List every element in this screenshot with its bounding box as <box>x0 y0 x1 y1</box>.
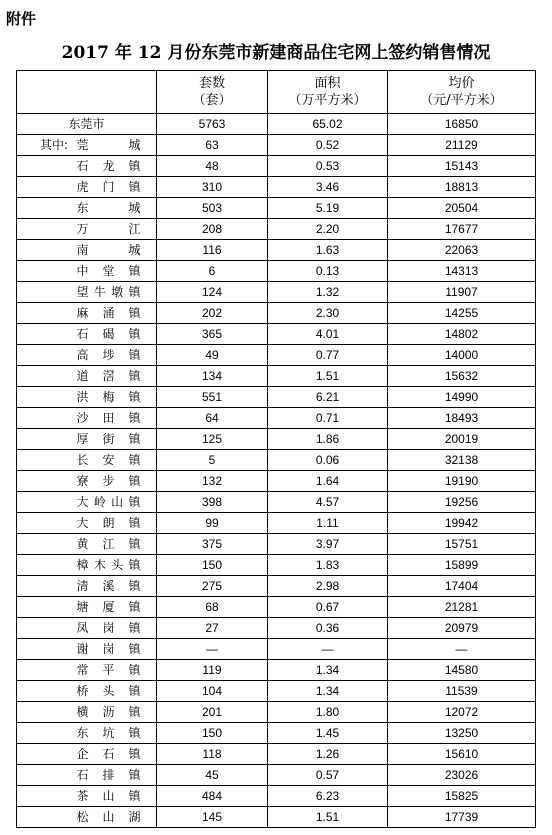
district-cell <box>17 492 157 513</box>
table-row <box>17 492 536 513</box>
district-area: 1.86 <box>268 429 388 450</box>
district-price: 11539 <box>388 681 536 702</box>
table-row <box>17 429 536 450</box>
district-units: 104 <box>157 681 268 702</box>
district-price: 19942 <box>388 513 536 534</box>
district-area: 2.30 <box>268 303 388 324</box>
district-cell <box>17 597 157 618</box>
district-units: 503 <box>157 198 268 219</box>
district-area: 1.64 <box>268 471 388 492</box>
district-name: 凤岗镇 <box>76 621 142 635</box>
district-cell <box>17 450 157 471</box>
district-name: 东城 <box>76 201 142 215</box>
district-area: 1.32 <box>268 282 388 303</box>
district-units: 398 <box>157 492 268 513</box>
table-row <box>17 471 536 492</box>
district-name: 南城 <box>76 243 142 257</box>
table-row <box>17 366 536 387</box>
district-units: 150 <box>157 723 268 744</box>
table-row <box>17 387 536 408</box>
district-units: 132 <box>157 471 268 492</box>
district-cell <box>17 765 157 786</box>
district-price: 32138 <box>388 450 536 471</box>
district-cell <box>17 219 157 240</box>
district-price: 20019 <box>388 429 536 450</box>
table-row <box>17 576 536 597</box>
district-price: 14580 <box>388 660 536 681</box>
table-row <box>17 177 536 198</box>
table-row <box>17 744 536 765</box>
district-units: 49 <box>157 345 268 366</box>
district-price: 17739 <box>388 807 536 828</box>
district-name: 望牛墩镇 <box>76 285 142 299</box>
table-row <box>17 555 536 576</box>
district-area: 0.13 <box>268 261 388 282</box>
district-name: 厚街镇 <box>76 432 142 446</box>
district-area: 2.20 <box>268 219 388 240</box>
district-name: 万江 <box>76 222 142 236</box>
table-row <box>17 513 536 534</box>
district-name: 石碣镇 <box>76 327 142 341</box>
total-price: 16850 <box>388 114 536 135</box>
district-cell <box>17 198 157 219</box>
table-row <box>17 618 536 639</box>
table-row <box>17 765 536 786</box>
district-cell <box>17 366 157 387</box>
district-units: 68 <box>157 597 268 618</box>
district-name: 黄江镇 <box>76 537 142 551</box>
district-cell <box>17 471 157 492</box>
district-name: 大岭山镇 <box>76 495 142 509</box>
district-cell <box>17 282 157 303</box>
district-cell <box>17 723 157 744</box>
header-cell-region <box>17 71 157 114</box>
district-price: 19256 <box>388 492 536 513</box>
district-name: 长安镇 <box>76 453 142 467</box>
total-name: 东莞市 <box>17 114 157 135</box>
table-row <box>17 450 536 471</box>
district-cell <box>17 429 157 450</box>
district-area: 1.51 <box>268 807 388 828</box>
district-area: 1.63 <box>268 240 388 261</box>
district-units: 125 <box>157 429 268 450</box>
district-cell <box>17 408 157 429</box>
table-row <box>17 135 536 156</box>
district-cell <box>17 702 157 723</box>
table-row <box>17 240 536 261</box>
district-name: 清溪镇 <box>76 579 142 593</box>
district-name: 常平镇 <box>76 663 142 677</box>
district-units: 275 <box>157 576 268 597</box>
district-area: 1.80 <box>268 702 388 723</box>
district-area: 0.53 <box>268 156 388 177</box>
district-units: 118 <box>157 744 268 765</box>
district-name: 高埗镇 <box>76 348 142 362</box>
total-units: 5763 <box>157 114 268 135</box>
district-cell <box>17 261 157 282</box>
district-area: — <box>268 639 388 660</box>
district-price: 15751 <box>388 534 536 555</box>
district-price: 11907 <box>388 282 536 303</box>
district-price: 15610 <box>388 744 536 765</box>
district-name: 寮步镇 <box>76 474 142 488</box>
district-name: 松山湖 <box>76 810 142 824</box>
district-units: 48 <box>157 156 268 177</box>
table-row <box>17 345 536 366</box>
district-area: 3.46 <box>268 177 388 198</box>
district-price: 15632 <box>388 366 536 387</box>
district-units: 150 <box>157 555 268 576</box>
district-name: 沙田镇 <box>76 411 142 425</box>
district-area: 6.23 <box>268 786 388 807</box>
district-units: 27 <box>157 618 268 639</box>
header-units-unit: （套） <box>192 93 232 108</box>
table-row <box>17 786 536 807</box>
table-row <box>17 807 536 828</box>
district-area: 4.57 <box>268 492 388 513</box>
header-price-unit: （元/平方米） <box>420 93 503 108</box>
district-cell <box>17 786 157 807</box>
district-area: 1.51 <box>268 366 388 387</box>
district-name: 莞城 <box>76 138 142 152</box>
district-price: 22063 <box>388 240 536 261</box>
district-price: 14802 <box>388 324 536 345</box>
district-cell <box>17 681 157 702</box>
district-name: 樟木头镇 <box>76 558 142 572</box>
district-price: 18493 <box>388 408 536 429</box>
district-cell <box>17 303 157 324</box>
district-area: 4.01 <box>268 324 388 345</box>
district-units: 202 <box>157 303 268 324</box>
district-area: 6.21 <box>268 387 388 408</box>
district-price: 20504 <box>388 198 536 219</box>
district-name: 塘厦镇 <box>76 600 142 614</box>
district-name: 东坑镇 <box>76 726 142 740</box>
district-cell <box>17 513 157 534</box>
district-name: 桥头镇 <box>76 684 142 698</box>
district-name: 企石镇 <box>76 747 142 761</box>
district-price: 21129 <box>388 135 536 156</box>
district-cell <box>17 156 157 177</box>
table-row <box>17 324 536 345</box>
table-row <box>17 681 536 702</box>
table-row <box>17 219 536 240</box>
table-header-row <box>17 71 536 114</box>
district-cell <box>17 534 157 555</box>
district-area: 0.36 <box>268 618 388 639</box>
district-units: 375 <box>157 534 268 555</box>
sub-prefix: 其中: <box>39 138 69 152</box>
header-cell-area <box>268 71 388 114</box>
district-price: 15899 <box>388 555 536 576</box>
district-units: 208 <box>157 219 268 240</box>
district-units: 63 <box>157 135 268 156</box>
table-row <box>17 702 536 723</box>
header-price-label: 均价 <box>448 76 475 91</box>
district-name: 中堂镇 <box>76 264 142 278</box>
district-name: 茶山镇 <box>76 789 142 803</box>
district-cell <box>17 744 157 765</box>
district-units: — <box>157 639 268 660</box>
annex-label: 附件 <box>6 10 37 28</box>
district-price: 13250 <box>388 723 536 744</box>
district-area: 5.19 <box>268 198 388 219</box>
district-area: 1.34 <box>268 681 388 702</box>
district-cell <box>17 555 157 576</box>
table-row <box>17 282 536 303</box>
district-price: 14313 <box>388 261 536 282</box>
district-price: 17677 <box>388 219 536 240</box>
district-cell <box>17 387 157 408</box>
district-units: 365 <box>157 324 268 345</box>
district-name: 谢岗镇 <box>76 642 142 656</box>
district-units: 310 <box>157 177 268 198</box>
district-cell <box>17 345 157 366</box>
district-name: 横沥镇 <box>76 705 142 719</box>
table-row <box>17 303 536 324</box>
table-row <box>17 156 536 177</box>
district-name: 道滘镇 <box>76 369 142 383</box>
total-row <box>17 114 536 135</box>
sales-table <box>16 70 536 828</box>
table-row <box>17 723 536 744</box>
district-name: 虎门镇 <box>76 180 142 194</box>
header-cell-price <box>388 71 536 114</box>
table-row <box>17 261 536 282</box>
district-area: 1.45 <box>268 723 388 744</box>
district-units: 45 <box>157 765 268 786</box>
district-cell <box>17 660 157 681</box>
district-area: 1.83 <box>268 555 388 576</box>
district-price: 15143 <box>388 156 536 177</box>
district-cell <box>17 639 157 660</box>
district-area: 0.71 <box>268 408 388 429</box>
district-units: 5 <box>157 450 268 471</box>
district-units: 134 <box>157 366 268 387</box>
district-cell <box>17 807 157 828</box>
district-area: 0.52 <box>268 135 388 156</box>
district-price: 23026 <box>388 765 536 786</box>
district-units: 145 <box>157 807 268 828</box>
district-area: 2.98 <box>268 576 388 597</box>
district-area: 1.11 <box>268 513 388 534</box>
district-units: 116 <box>157 240 268 261</box>
district-name: 洪梅镇 <box>76 390 142 404</box>
header-area-unit: （万平方米） <box>288 93 367 108</box>
district-units: 119 <box>157 660 268 681</box>
district-price: — <box>388 639 536 660</box>
district-area: 0.06 <box>268 450 388 471</box>
district-units: 484 <box>157 786 268 807</box>
district-cell <box>17 135 157 156</box>
district-price: 18813 <box>388 177 536 198</box>
district-units: 6 <box>157 261 268 282</box>
district-area: 0.67 <box>268 597 388 618</box>
district-area: 1.26 <box>268 744 388 765</box>
district-name: 石龙镇 <box>76 159 142 173</box>
header-cell-units <box>157 71 268 114</box>
district-price: 20979 <box>388 618 536 639</box>
district-area: 0.57 <box>268 765 388 786</box>
district-cell <box>17 618 157 639</box>
district-area: 1.34 <box>268 660 388 681</box>
header-units-label: 套数 <box>198 76 225 91</box>
table-row <box>17 534 536 555</box>
table-row <box>17 408 536 429</box>
district-name: 麻涌镇 <box>76 306 142 320</box>
total-area: 65.02 <box>268 114 388 135</box>
district-units: 99 <box>157 513 268 534</box>
table-row <box>17 639 536 660</box>
district-price: 19190 <box>388 471 536 492</box>
district-name: 大朗镇 <box>76 516 142 530</box>
district-cell <box>17 324 157 345</box>
district-price: 14255 <box>388 303 536 324</box>
district-price: 21281 <box>388 597 536 618</box>
district-price: 12072 <box>388 702 536 723</box>
district-cell <box>17 177 157 198</box>
district-price: 14990 <box>388 387 536 408</box>
table-row <box>17 198 536 219</box>
district-price: 14000 <box>388 345 536 366</box>
district-area: 0.77 <box>268 345 388 366</box>
district-area: 3.97 <box>268 534 388 555</box>
district-units: 124 <box>157 282 268 303</box>
district-price: 17404 <box>388 576 536 597</box>
header-area-label: 面积 <box>314 76 341 91</box>
district-price: 15825 <box>388 786 536 807</box>
document-title: 2017 年 12 月份东莞市新建商品住宅网上签约销售情况 <box>61 43 491 63</box>
table-row <box>17 660 536 681</box>
district-name: 石排镇 <box>76 768 142 782</box>
district-units: 201 <box>157 702 268 723</box>
table-row <box>17 597 536 618</box>
district-cell <box>17 576 157 597</box>
district-units: 551 <box>157 387 268 408</box>
district-cell <box>17 240 157 261</box>
district-units: 64 <box>157 408 268 429</box>
